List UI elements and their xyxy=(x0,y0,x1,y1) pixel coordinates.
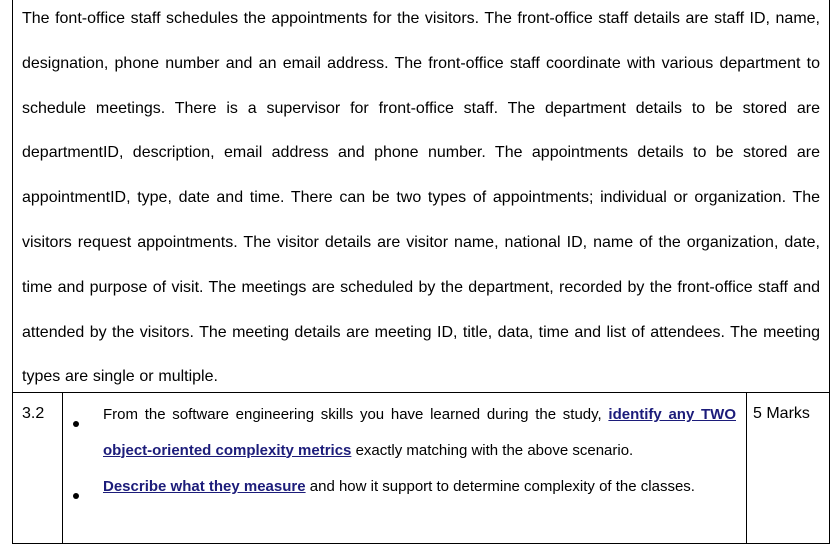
question-item-1-pre: From the software engineering skills you have learned during the study, xyxy=(103,406,609,423)
question-item-1-emphasis: identify any TWO object-oriented complexity metrics xyxy=(103,406,736,459)
bullet-icon xyxy=(73,486,85,504)
scenario-paragraph: The font-office staff schedules the appointments for the visitors. The front-office staff details are staff ID, name, designation, phone number and an email address. The front-office staff coordinate with various department to schedule meetings. There is a supervisor for front-office staff. The department details to be stored are departmentID, description, email address and phone number. The appointments details to be stored are appointmentID, type, date and time. There can be two types of appointments; individual or organization. The visitors request appointments. The visitor details are visitor name, national ID, name of the organization, date, time and purpose of visit. The meetings are scheduled by the department, recorded by the front-office staff and attended by the visitors. The meeting details are meeting ID, title, data, time and list of attendees. The meeting types are single or multiple. xyxy=(22,10,820,386)
bullet-icon xyxy=(73,414,85,432)
question-item-2-post: and how it support to determine complexity of the classes. xyxy=(305,478,695,495)
question-number-cell xyxy=(13,393,63,543)
question-item-2 xyxy=(103,469,736,505)
scenario-cell xyxy=(13,0,829,393)
question-item-1-post: exactly matching with the above scenario. xyxy=(351,441,634,459)
question-item-2-emphasis: Describe what they measure xyxy=(103,478,306,495)
marks-cell xyxy=(747,393,829,543)
document-table xyxy=(12,0,830,544)
question-body-cell xyxy=(63,393,747,543)
marks-label: 5 Marks xyxy=(753,405,810,422)
question-item-1 xyxy=(103,397,736,468)
question-row xyxy=(13,393,829,543)
question-number: 3.2 xyxy=(22,405,45,422)
